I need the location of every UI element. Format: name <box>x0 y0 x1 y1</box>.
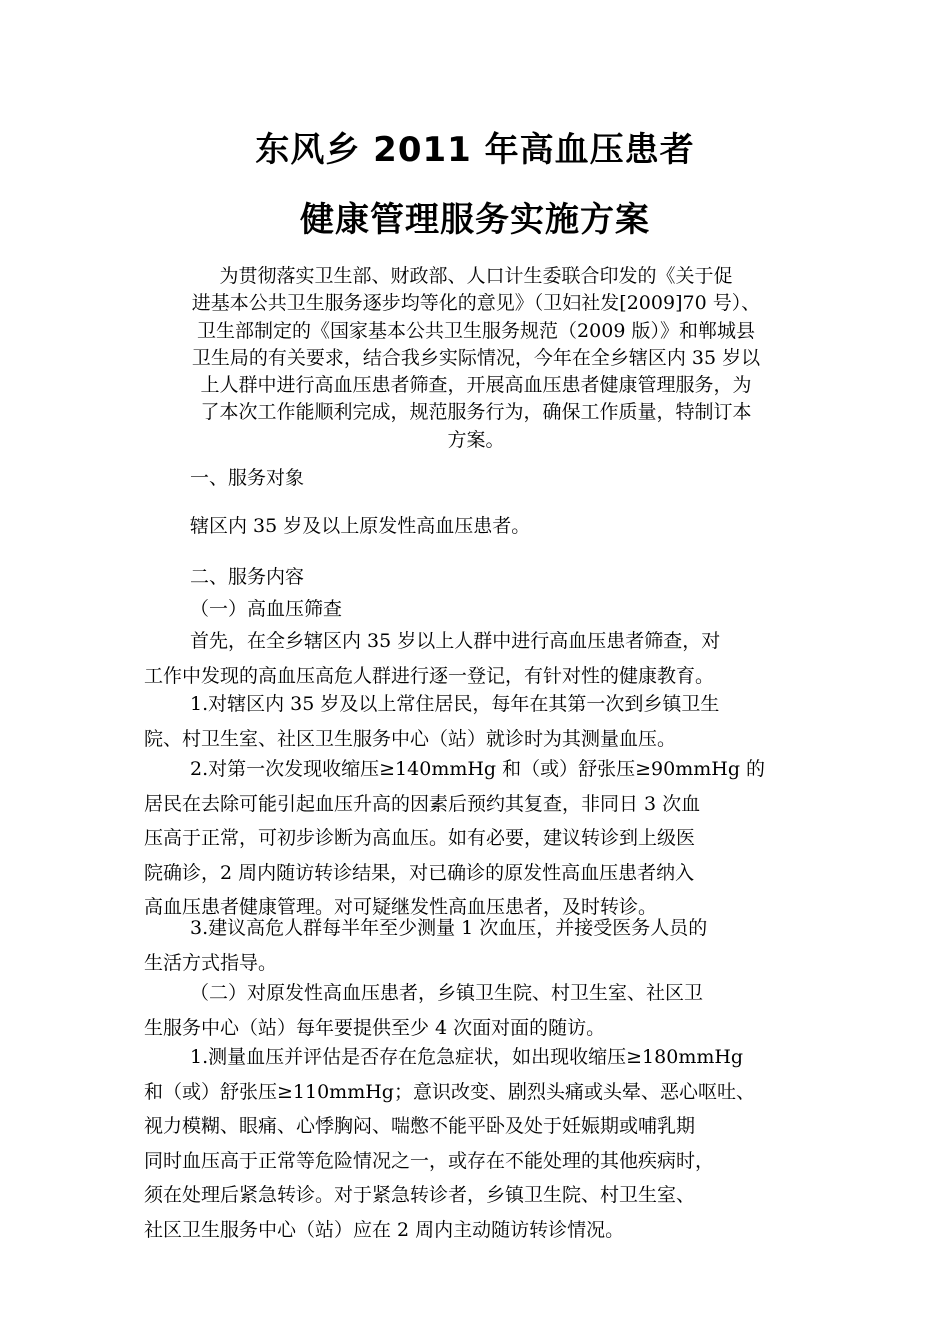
intro-line: 了本次工作能顺利完成，规范服务行为，确保工作质量，特制订本 <box>200 401 752 424</box>
paragraph-line: 同时血压高于正常等危险情况之一，或存在不能处理的其他疾病时， <box>144 1149 715 1172</box>
intro-line: 上人群中进行高血压患者筛查，开展高血压患者健康管理服务，为 <box>200 374 752 397</box>
intro-line: 方案。 <box>447 428 505 451</box>
intro-line: 为贯彻落实卫生部、财政部、人口计生委联合印发的《关于促 <box>219 265 733 287</box>
paragraph-line: 1.对辖区内 35 岁及以上常住居民，每年在其第一次到乡镇卫生 <box>190 693 720 715</box>
paragraph-line: 1.测量血压并评估是否存在危急症状，如出现收缩压≥180mmHg <box>190 1046 744 1068</box>
paragraph-line: 2.对第一次发现收缩压≥140mmHg 和（或）舒张压≥90mmHg 的 <box>190 758 766 780</box>
paragraph-line: 和（或）舒张压≥110mmHg；意识改变、剧烈头痛或头晕、恶心呕吐、 <box>144 1080 755 1103</box>
paragraph-line: 工作中发现的高血压高危人群进行逐一登记，有针对性的健康教育。 <box>144 664 715 687</box>
intro-line: 卫生部制定的《国家基本公共卫生服务规范（2009 版）》和郸城县 <box>197 319 755 342</box>
document-title-line-1: 东风乡 2011 年高血压患者 <box>255 130 695 170</box>
section-1-heading: 一、服务对象 <box>190 467 305 489</box>
section-2-heading: 二、服务内容 <box>190 566 305 588</box>
intro-line: 进基本公共卫生服务逐步均等化的意见》（卫妇社发[2009]70 号）、 <box>191 292 761 315</box>
intro-line: 卫生局的有关要求，结合我乡实际情况，今年在全乡辖区内 35 岁以 <box>191 346 761 369</box>
paragraph-line: 压高于正常，可初步诊断为高血压。如有必要，建议转诊到上级医 <box>144 827 696 849</box>
paragraph-line: 首先，在全乡辖区内 35 岁以上人群中进行高血压患者筛查，对 <box>190 630 721 652</box>
subsection-1-paragraph <box>144 624 814 693</box>
paragraph-line: 生服务中心（站）每年要提供至少 4 次面对面的随访。 <box>144 1016 606 1039</box>
paragraph-line: （二）对原发性高血压患者，乡镇卫生院、村卫生室、社区卫 <box>190 982 704 1004</box>
paragraph-line: 社区卫生服务中心（站）应在 2 周内主动随访转诊情况。 <box>144 1218 625 1241</box>
paragraph-line: 院确诊，2 周内随访转诊结果，对已确诊的原发性高血压患者纳入 <box>144 861 695 884</box>
paragraph-line: 高血压患者健康管理。对可疑继发性高血压患者，及时转诊。 <box>144 896 658 918</box>
section-1-body: 辖区内 35 岁及以上原发性高血压患者。 <box>190 515 531 537</box>
paragraph-line: 3.建议高危人群每半年至少测量 1 次血压，并接受医务人员的 <box>190 917 708 939</box>
paragraph-line: 生活方式指导。 <box>144 951 278 974</box>
subsection-1-heading: （一）高血压筛查 <box>190 598 343 620</box>
paragraph-line: 须在处理后紧急转诊。对于紧急转诊者，乡镇卫生院、村卫生室、 <box>144 1184 696 1206</box>
item-1-paragraph <box>144 687 814 756</box>
paragraph-line: 视力模糊、眼痛、心悸胸闷、喘憋不能平卧及处于妊娠期或哺乳期 <box>144 1115 696 1137</box>
item-3-paragraph <box>144 911 814 980</box>
paragraph-line: 院、村卫生室、社区卫生服务中心（站）就诊时为其测量血压。 <box>144 727 677 750</box>
intro-paragraph <box>146 263 806 454</box>
subsection-2-paragraph <box>144 976 814 1045</box>
document-title-line-2: 健康管理服务实施方案 <box>300 200 650 240</box>
item-4-paragraph <box>144 1040 814 1247</box>
item-2-paragraph <box>144 752 814 925</box>
paragraph-line: 居民在去除可能引起血压升高的因素后预约其复查，非同日 3 次血 <box>144 792 701 815</box>
